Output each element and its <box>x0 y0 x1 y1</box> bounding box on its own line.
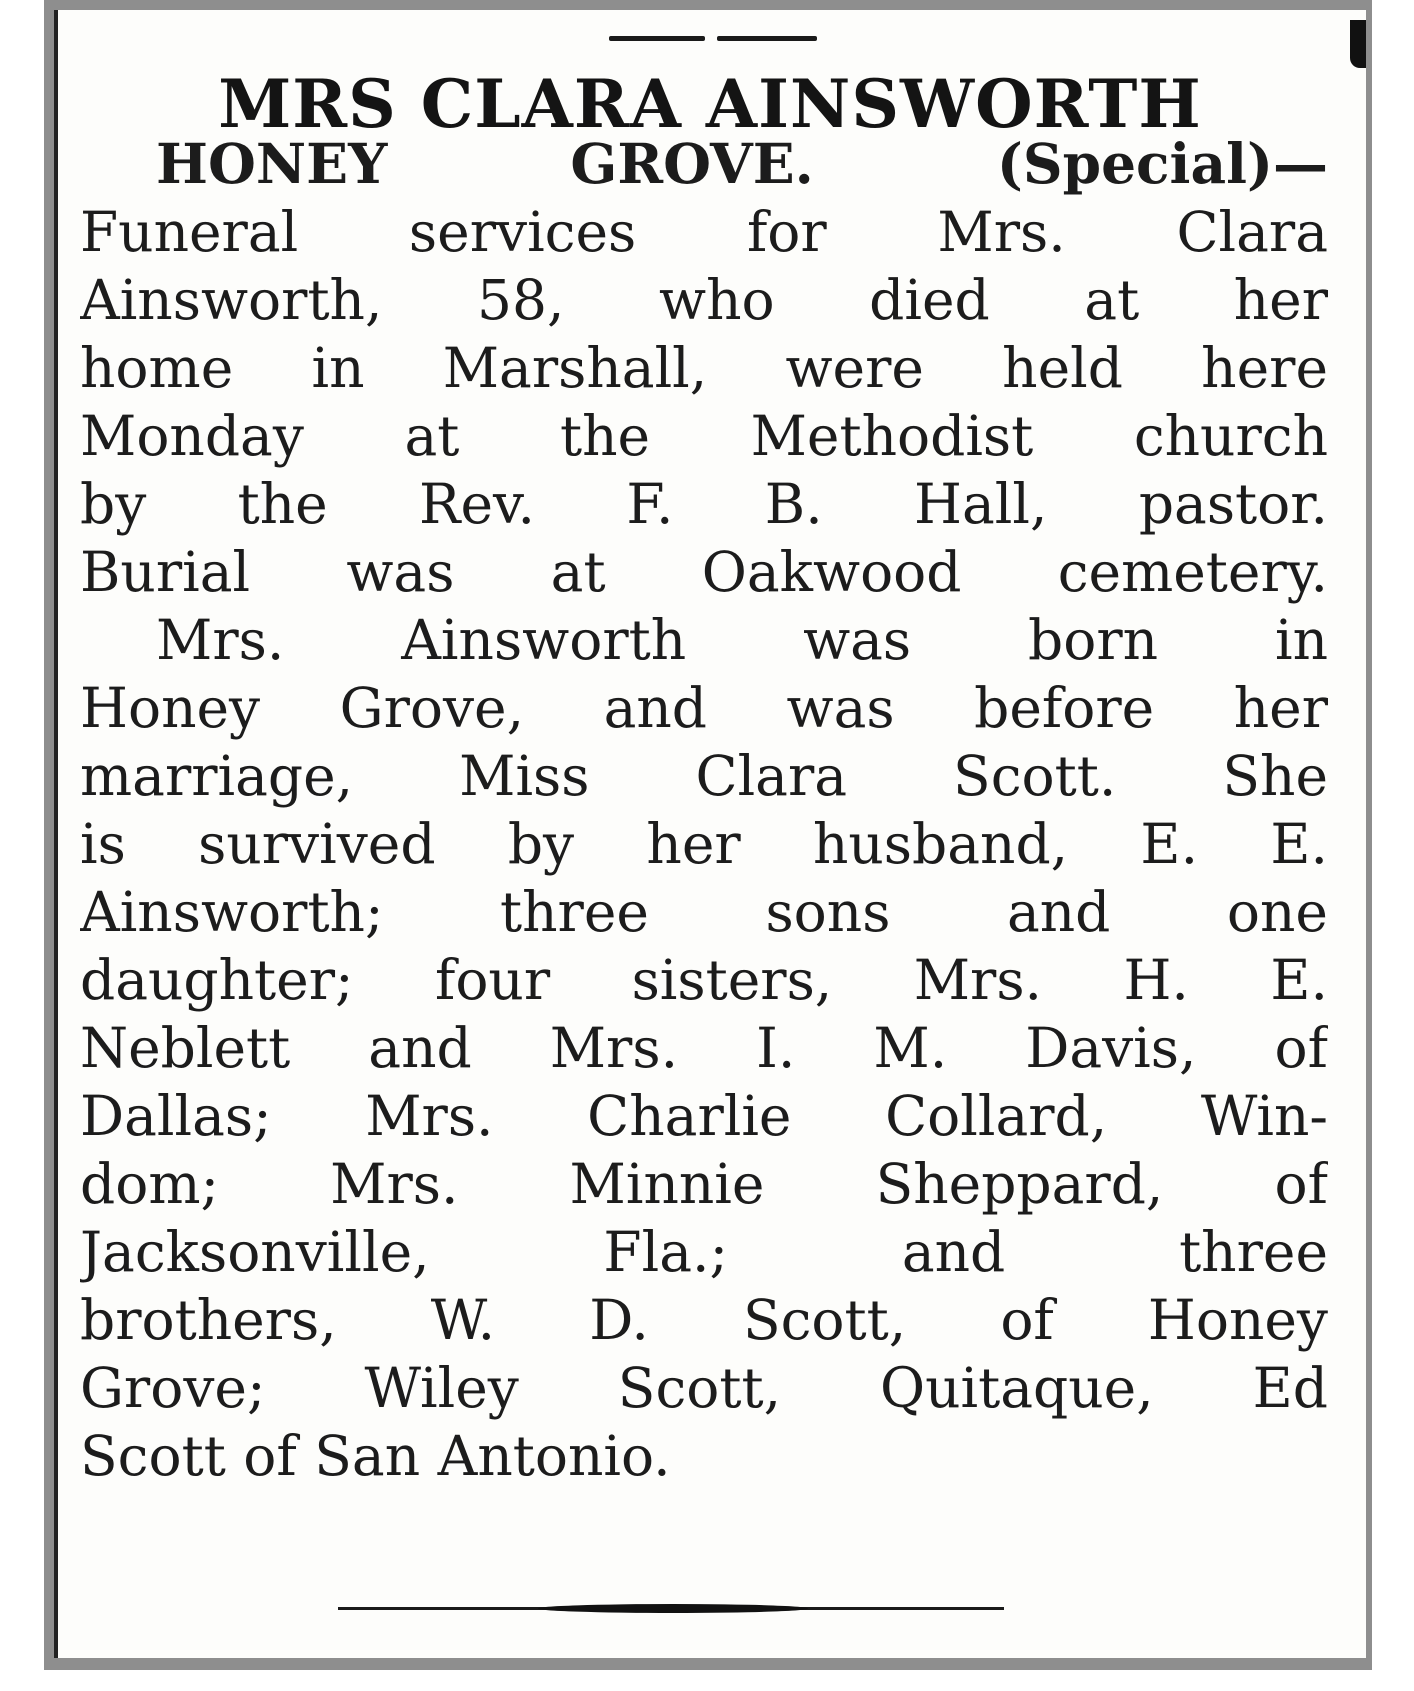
body-line: by the Rev. F. B. Hall, pastor. <box>80 472 1328 536</box>
article-body <box>80 130 1328 1490</box>
body-line: Scott of San Antonio. <box>80 1424 671 1488</box>
body-line: Jacksonville, Fla.; and three <box>80 1220 1328 1284</box>
top-divider <box>609 36 821 42</box>
bottom-divider <box>338 1602 1004 1616</box>
body-line: home in Marshall, were held here <box>80 336 1328 400</box>
body-line: is survived by her husband, E. E. <box>80 812 1328 876</box>
dateline: HONEY GROVE. (Special)— <box>156 131 1328 196</box>
body-line: Honey Grove, and was before her <box>80 676 1328 740</box>
newspaper-clipping <box>54 10 1366 1658</box>
body-line: dom; Mrs. Minnie Sheppard, of <box>80 1152 1328 1216</box>
body-line: Funeral services for Mrs. Clara <box>80 200 1328 264</box>
body-line: Neblett and Mrs. I. M. Davis, of <box>80 1016 1328 1080</box>
body-line: Dallas; Mrs. Charlie Collard, Win- <box>80 1084 1328 1148</box>
body-line: Grove; Wiley Scott, Quitaque, Ed <box>80 1356 1328 1420</box>
body-line: Monday at the Methodist church <box>80 404 1328 468</box>
column-rule <box>54 10 58 1658</box>
body-line: Mrs. Ainsworth was born in <box>156 608 1328 672</box>
body-line: brothers, W. D. Scott, of Honey <box>80 1288 1328 1352</box>
body-line: daughter; four sisters, Mrs. H. E. <box>80 948 1328 1012</box>
body-line: Ainsworth, 58, who died at her <box>80 268 1328 332</box>
headline: MRS CLARA AINSWORTH <box>218 65 1202 143</box>
body-line: marriage, Miss Clara Scott. She <box>80 744 1328 808</box>
body-line: Burial was at Oakwood cemetery. <box>80 540 1328 604</box>
ink-blot <box>1350 20 1366 68</box>
body-line: Ainsworth; three sons and one <box>80 880 1328 944</box>
